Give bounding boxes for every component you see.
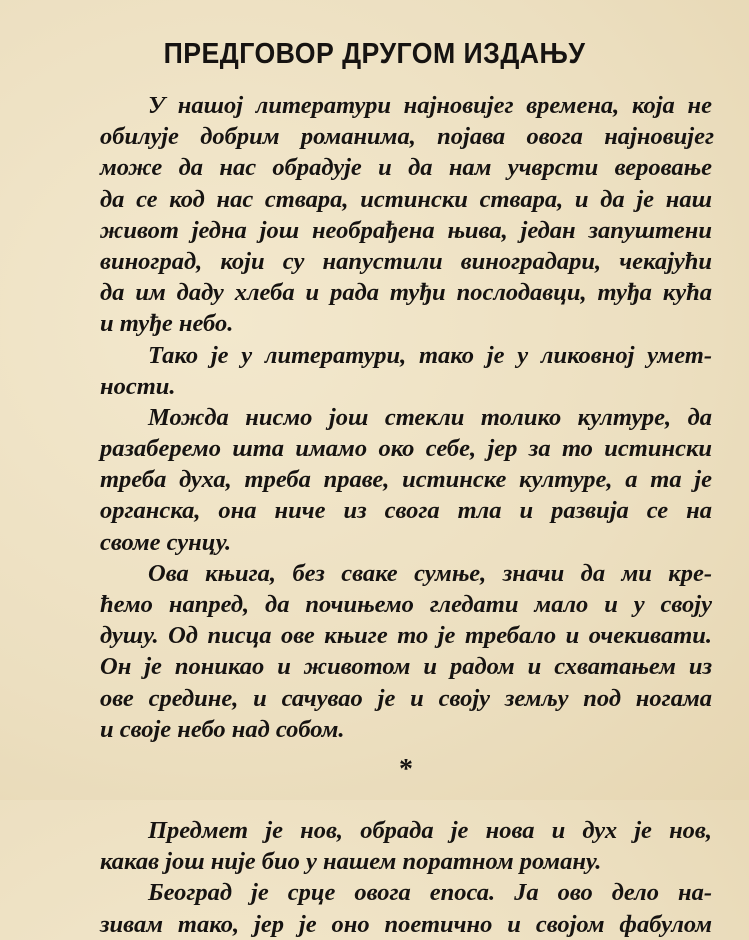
text-line: Можда нисмо још стекли толико културе, да: [148, 403, 712, 431]
text-line: може да нас обрадује и да нам учврсти веровање: [100, 154, 712, 182]
text-line: да се код нас ствара, истински ствара, и да је наш: [100, 185, 712, 213]
text-line: душу. Од писца ове књиге то је требало и очекивати.: [100, 622, 712, 650]
text-line: зивам тако, јер је оно поетично и својом фабулом: [100, 910, 712, 938]
text-line: разаберемо шта имамо око себе, јер за то истински: [100, 435, 712, 463]
text-line: ове средине, и сачувао је и своју земљу под ногама: [100, 684, 712, 712]
text-line: и своје небо над собом.: [100, 715, 345, 743]
text-line: Предмет је нов, обрада је нова и дух је нов,: [148, 816, 712, 844]
text-line: какав још није био у нашем поратном роману.: [100, 848, 602, 876]
text-line: Он је поникао и животом и радом и схватањем из: [100, 653, 712, 681]
text-line: У нашој литератури најновијег времена, која не: [148, 92, 712, 119]
text-line: Ова књига, без сваке сумње, значи да ми кре-: [148, 559, 712, 587]
text-line: треба духа, треба праве, истинске културе, а та је: [100, 466, 712, 494]
preface-text: [100, 90, 714, 940]
text-line: ћемо напред, да почињемо гледати мало и у своју: [100, 591, 712, 618]
section-separator: *: [399, 753, 413, 785]
text-line: Тако је у литератури, тако је у ликовној умет-: [148, 341, 712, 369]
text-line: своме сунцу.: [100, 528, 232, 556]
text-line: и туђе небо.: [100, 310, 234, 338]
text-line: органска, она ниче из свога тла и развија се на: [100, 497, 712, 525]
text-line: ности.: [100, 372, 176, 400]
text-line: виноград, који су напустили виноградари, чекајући: [100, 247, 712, 275]
text-line: да им даду хлеба и рада туђи послодавци, туђа кућа: [100, 279, 712, 307]
text-line: живот једна још необрађена њива, један запуштени: [100, 216, 712, 244]
text-line: обилује добрим романима, појава овога најновијег: [100, 123, 714, 151]
text-line: Београд је срце овога епоса. Ја ово дело на-: [148, 879, 712, 907]
page-title: ПРЕДГОВОР ДРУГОМ ИЗДАЊУ: [163, 38, 586, 70]
